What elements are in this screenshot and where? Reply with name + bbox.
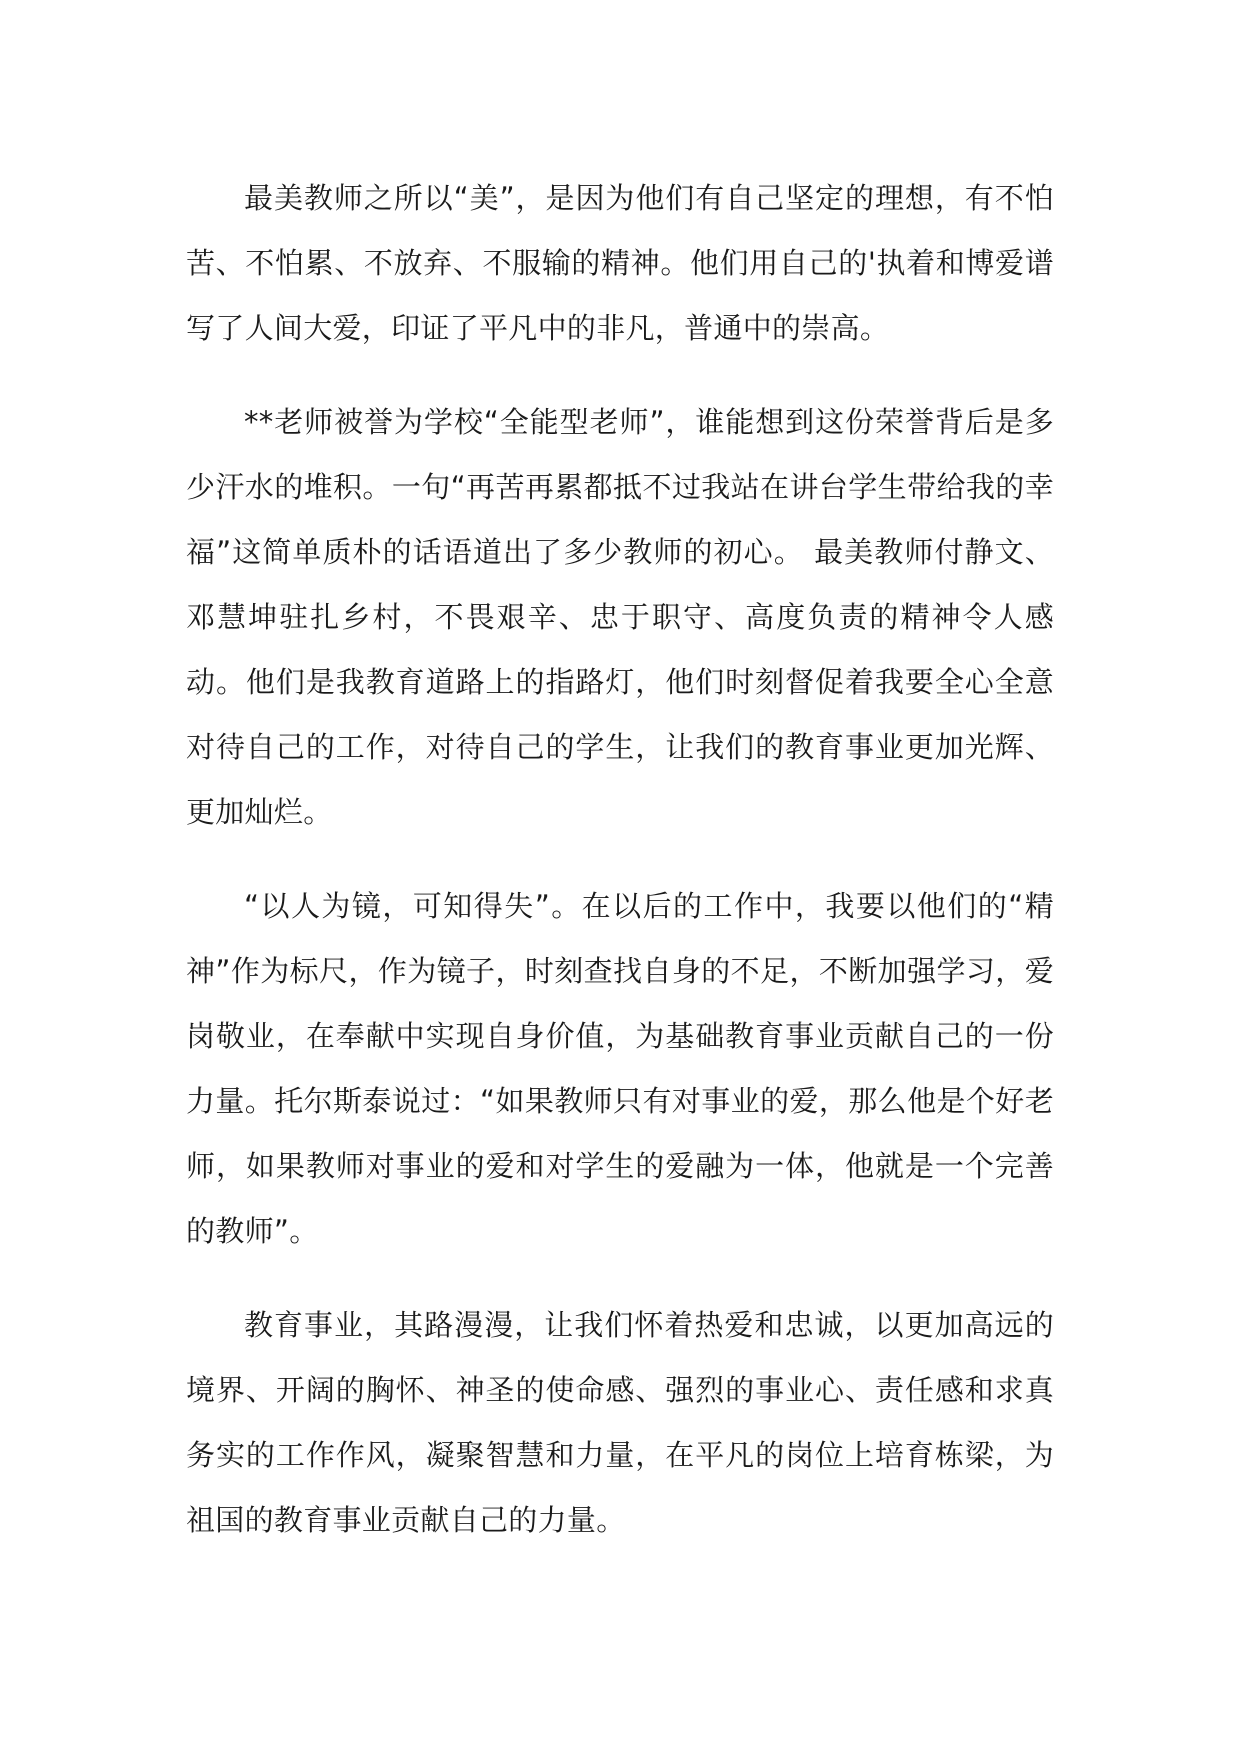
paragraph-3: “以人为镜，可知得失”。在以后的工作中，我要以他们的“精神”作为标尺，作为镜子，时刻查找自身的不足，不断加强学习，爱岗敬业，在奉献中实现自身价值，为基础教育事业贡献自己的一份力量。托尔斯泰说过：“如果教师只有对事业的爱，那么他是个好老师，如果教师对事业的爱和对学生的爱融为一体，他就是一个完善的教师”。 <box>186 889 1054 1248</box>
paragraph-2: **老师被誉为学校“全能型老师”，谁能想到这份荣誉背后是多少汗水的堆积。一句“再苦再累都抵不过我站在讲台学生带给我的幸福”这简单质朴的话语道出了多少教师的初心。 最美教师付静文、邓慧坤驻扎乡村，不畏艰辛、忠于职守、高度负责的精神令人感动。他们是我教育道路上的指路灯，他们时刻督促着我要全心全意对待自己的工作，对待自己的学生，让我们的教育事业更加光辉、更加灿烂。 <box>186 405 1054 829</box>
document-body <box>186 166 1054 1582</box>
paragraph-4: 教育事业，其路漫漫，让我们怀着热爱和忠诚，以更加高远的境界、开阔的胸怀、神圣的使命感、强烈的事业心、责任感和求真务实的工作作风，凝聚智慧和力量，在平凡的岗位上培育栋梁，为祖国的教育事业贡献自己的力量。 <box>186 1308 1054 1537</box>
paragraph-1: 最美教师之所以“美”，是因为他们有自己坚定的理想，有不怕苦、不怕累、不放弃、不服输的精神。他们用自己的'执着和博爱谱写了人间大爱，印证了平凡中的非凡，普通中的崇高。 <box>186 181 1054 345</box>
